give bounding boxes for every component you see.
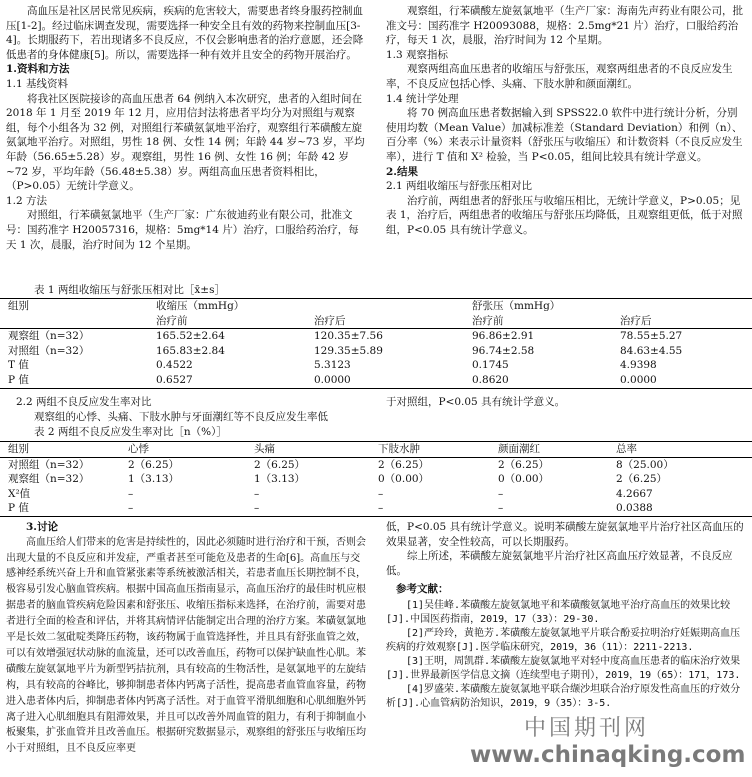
table2-header-headache: 头痛 (254, 443, 275, 455)
cell: 2（6.25） (378, 458, 430, 471)
cell: 2（6.25） (498, 458, 550, 471)
cell: 0.0388 (616, 502, 653, 515)
result1-paragraph: 治疗前，两组患者的舒张压与收缩压相比，无统计学意义，P>0.05；见表 1，治疗后，两组患者的收缩压与舒张压均降低，且观察组更低，低于对照组，P<0.05 具有统计学意义。 (386, 194, 743, 236)
cell: – (378, 487, 384, 500)
cell: 4.9398 (620, 359, 657, 372)
cell: 2（6.25） (254, 458, 306, 471)
table1-header-before: 治疗前 (472, 314, 504, 327)
table-row (0, 501, 752, 516)
references-heading: 参考文献： (396, 583, 449, 596)
table1-header-diastolic: 舒张压（mmHg） (472, 300, 561, 312)
cell: 0.4522 (156, 359, 193, 372)
conclusion-paragraph: 综上所述，苯磺酸左旋氨氯地平片治疗社区高血压疗效显著，不良反应低。 (386, 550, 733, 577)
cell: 78.55±5.27 (620, 330, 683, 343)
cell: 1（3.13） (254, 473, 306, 486)
table-row (0, 358, 752, 373)
reference-item: [4]罗盛荣.苯磺酸左旋氨氯地平联合缬沙坦联合治疗原发性高血压的疗效分析[J].心血管病防治知识，2019，9（35）：3-5. (386, 683, 741, 709)
cell: P 值 (8, 373, 29, 386)
cell: 0（0.00） (498, 473, 550, 486)
reference-item: [3]王明，周凯群.苯磺酸左旋氨氯地平对轻中度高血压患者的临床治疗效果[J].世界最新医学信息文摘（连续型电子期刊），2019，19（65）：171，173. (386, 655, 741, 681)
subsection-indicators: 1.3 观察指标 (386, 48, 449, 61)
table-row (0, 487, 752, 502)
cell: – (498, 502, 504, 515)
method-continued-paragraph: 观察组，行苯磺酸左旋氨氯地平（生产厂家：海南先声药业有限公司，批准文号：国药准字 H20093088，规格：2.5mg*21 片）治疗，口服给药治疗，每天 1 次，晨服，治疗时间为 12 个星期。 (386, 5, 743, 47)
cell: 0.8620 (472, 373, 509, 386)
table2-header-group: 组别 (8, 443, 29, 455)
left-column-top (6, 4, 368, 252)
table1-header-group: 组别 (8, 300, 29, 312)
section-heading-methods: 1.资料和方法 (6, 63, 70, 76)
table1-header-systolic: 收缩压（mmHg） (156, 300, 245, 312)
cell: 0.0000 (620, 373, 657, 386)
table-row (0, 344, 752, 359)
cell: P 值 (8, 502, 29, 515)
table1 (0, 298, 752, 389)
table2-header-flushing: 颜面潮红 (498, 443, 540, 455)
watermark-url: www.chinaqking.com (470, 742, 746, 768)
cell: 对照组（n=32） (8, 458, 90, 471)
cell: – (128, 502, 134, 515)
cell: 0.1745 (472, 359, 509, 372)
table2-caption: 表 2 两组不良反应发生率对比［n（%）］ (34, 426, 227, 438)
subsection-baseline: 1.1 基线资料 (6, 77, 69, 90)
right-column-bottom (386, 520, 746, 711)
cell: 165.83±2.84 (156, 344, 225, 357)
table2-header-palpitation: 心悸 (128, 443, 149, 455)
right-column-top (386, 4, 746, 238)
discussion-paragraph: 高血压给人们带来的危害是持续性的，因此必须随时进行治疗和干预，否则会出现大量的不良反应和并发症，严重者甚至可能危及患者的生命[6]。高血压与交感神经系统兴奋上升和血管紧张素等系统被激活相关，若患者血压长期控制不良，极容易引发心脑血管疾病。根据中国高血压指南显示，高血压治疗的最佳时机应根据患者的脑血管疾病危险因素和舒张压、收缩压指标来选择，在治疗前，需要对患者进行全面的检查和评估，并将其病情评估能制定出合理的治疗方案。苯磺氨氯地平是长效二氢砒啶类降压药物，该药物属于血管选择性，并且具有舒张血管之效，可以有效增强冠状动脉的血流量，还可以改善血压，药物可以保护缺血性心肌。苯磺酸左旋氨氯地平片为新型钙拮抗剂，具有较高的生物活性，是氨氯地平的左旋结构，具有较高的谷峰比，够抑制患者体内钙离子活性，提高患者血管血容量，药物进入患者体内后，抑制患者体内钙离子活性。对于血管平滑肌细胞和心肌细胞外钙离子进入心肌细胞具有阻滞效果，并且可以改善外周血管的阻力，有利于抑制血小板聚集，扩张血管并且改善血压。根据研究数据显示，观察组的舒张压与收缩压均小于对照组，且不良反应率更 (6, 536, 366, 755)
table2-header-edema: 下肢水肿 (378, 443, 420, 455)
cell: 96.74±2.58 (472, 344, 535, 357)
cell: 1（3.13） (128, 473, 180, 486)
indicators-paragraph: 观察两组高血压患者的收缩压与舒张压，观察两组患者的不良反应发生率，不良反应包括心悸、头痛、下肢水肿和颜面潮红。 (386, 63, 733, 90)
cell: 0（0.00） (378, 473, 430, 486)
section-heading-discussion: 3.讨论 (26, 521, 58, 533)
cell: 0.6527 (156, 373, 193, 386)
table-row (0, 329, 752, 344)
baseline-paragraph: 将我社区医院接诊的高血压患者 64 例纳入本次研究，患者的入组时间在 2018 年 1 月至 2019 年 12 月，应用信封法将患者平均分为对照组与观察组，每个小组各为 32 例，对照组行苯磺氨氯地平治疗，观察组行苯磺酸左旋氨氯地平治疗。对照组，男性 18 例、女性 14 例；年龄 44 岁~73 岁，平均年龄（56.65±5.28）岁。观察组，男性 16 例、女性 16 例；年龄 42 岁~72 岁，平均年龄（56.48±5.38）岁。两组高血压患者资料相比，（P>0.05）无统计学意义。 (6, 92, 365, 193)
cell: – (254, 502, 260, 515)
discussion-continued: 低，P<0.05 具有统计学意义。说明苯磺酸左旋氨氯地平片治疗社区高血压的效果显著，安全性较高，可以长期服药。 (386, 521, 744, 548)
intro-paragraph: 高血压是社区居民常见疾病，疾病的危害较大，需要患者终身服药控制血压[1-2]。经过临床调查发现，需要选择一种安全且有效的药物来控制血压[3-4]。长期服药下，若出现诸多不良反应，不仅会影响患者的治疗意愿，还会降低患者的身体健康[5]。所以，需要选择一种有效并且安全的药物开展治疗。 (6, 5, 364, 61)
cell: 129.35±5.89 (314, 344, 383, 357)
table-row (0, 373, 752, 388)
cell: T 值 (8, 359, 29, 372)
cell: – (254, 487, 260, 500)
cell: 96.86±2.91 (472, 330, 535, 343)
statistics-paragraph: 将 70 例高血压患者数据输入到 SPSS22.0 软件中进行统计分析，分别使用均数（Mean Value）加减标准差（Standard Deviation）和例（n）、百分率（%）来表示计量资料（舒张压与收缩压）和计数资料（不良反应发生率），进行 T 值和 X² 检验，当 P<0.05，组间比较具有统计学意义。 (386, 107, 743, 163)
discussion-column (6, 520, 368, 757)
cell: 120.35±7.56 (314, 330, 383, 343)
reference-item: [2]严玲玲，黄艳芳.苯磺酸左旋氨氯地平片联合酚妥拉明治疗妊娠期高血压疾病的疗效观察[J].医学临床研究，2019，36（11）：2211-2213. (386, 627, 741, 653)
references-list (386, 599, 746, 711)
table1-header-after: 治疗后 (620, 314, 652, 327)
subsection-method: 1.2 方法 (6, 194, 48, 207)
watermark-cn: 中国期刊网 (524, 716, 650, 741)
cell: 165.52±2.64 (156, 330, 225, 343)
cell: 观察组（n=32） (8, 330, 90, 343)
cell: 84.63±4.55 (620, 344, 683, 357)
table1-header-before: 治疗前 (156, 314, 188, 327)
subsection-statistics: 1.4 统计学处理 (386, 92, 459, 105)
cell: 观察组（n=32） (8, 473, 90, 486)
table-row (0, 472, 752, 487)
cell: X²值 (8, 487, 31, 500)
table2 (0, 441, 752, 517)
cell: 5.3123 (314, 359, 351, 372)
result2-paragraph-left: 观察组的心悸、头痛、下肢水肿与牙面潮红等不良反应发生率低 (34, 411, 328, 423)
cell: 2（6.25） (128, 458, 180, 471)
cell: 8（25.00） (616, 458, 674, 471)
cell: 对照组（n=32） (8, 344, 90, 357)
cell: 0.0000 (314, 373, 351, 386)
table2-header-total: 总率 (616, 443, 637, 455)
cell: 2（6.25） (616, 473, 668, 486)
cell: 4.2667 (616, 487, 653, 500)
section-heading-results: 2.结果 (386, 165, 418, 178)
subsection-adverse-compare: 2.2 两组不良反应发生率对比 (16, 396, 152, 408)
method-paragraph: 对照组，行苯磺氨氯地平（生产厂家：广东彼迪药业有限公司，批准文号：国药准字 H20057316，规格：5mg*14 片）治疗，口服给药治疗，每天 1 次，晨服，治疗时间为 12 个星期。 (6, 209, 359, 251)
reference-item: [1]吴佳峰.苯磺酸左旋氨氯地平和苯磺酸氨氯地平治疗高血压的效果比较[J].中国医药指南，2019，17（33）：29-30. (386, 599, 731, 625)
table-row (0, 457, 752, 472)
cell: – (498, 487, 504, 500)
cell: – (378, 502, 384, 515)
subsection-bp-compare: 2.1 两组收缩压与舒张压相对比 (386, 180, 533, 193)
table1-caption: 表 1 两组收缩压与舒张压相对比［x̄±s］ (34, 284, 225, 296)
cell: – (128, 487, 134, 500)
result2-paragraph-right: 于对照组，P<0.05 具有统计学意义。 (386, 396, 566, 408)
table1-header-after: 治疗后 (314, 314, 346, 327)
